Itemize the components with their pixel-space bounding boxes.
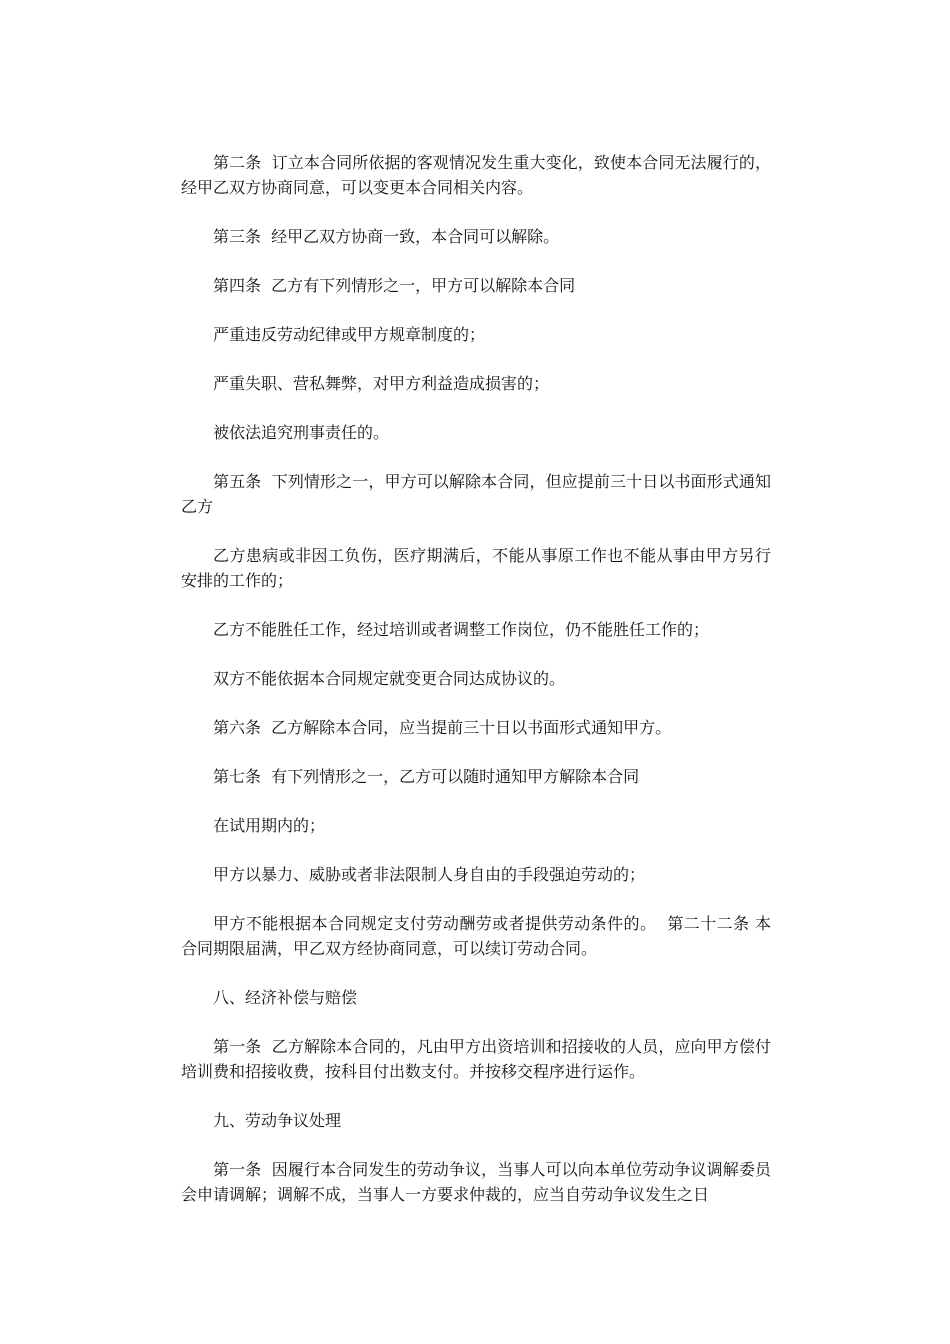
paragraph-article-7: 第七条 有下列情形之一，乙方可以随时通知甲方解除本合同 bbox=[213, 767, 640, 786]
paragraph-article-7-item-1: 在试用期内的； bbox=[213, 816, 326, 835]
paragraph-article-5: 第五条 下列情形之一，甲方可以解除本合同，但应提前三十日以书面形式通知乙方 bbox=[181, 472, 771, 516]
paragraph-article-4: 第四条 乙方有下列情形之一，甲方可以解除本合同 bbox=[213, 276, 576, 295]
document-body bbox=[181, 150, 771, 1231]
paragraph-article-6: 第六条 乙方解除本合同，应当提前三十日以书面形式通知甲方。 bbox=[213, 718, 672, 737]
section-heading-9: 九、劳动争议处理 bbox=[213, 1111, 342, 1130]
paragraph-article-5-item-3: 双方不能依据本合同规定就变更合同达成协议的。 bbox=[213, 669, 566, 688]
paragraph-section-9-article-1: 第一条 因履行本合同发生的劳动争议，当事人可以向本单位劳动争议调解委员会申请调解；调解不成，当事人一方要求仲裁的，应当自劳动争议发生之日 bbox=[181, 1160, 771, 1204]
paragraph-article-4-item-1: 严重违反劳动纪律或甲方规章制度的； bbox=[213, 325, 486, 344]
paragraph-article-5-item-1: 乙方患病或非因工负伤，医疗期满后，不能从事原工作也不能从事由甲方另行安排的工作的； bbox=[181, 546, 771, 590]
paragraph-article-4-item-2: 严重失职、营私舞弊，对甲方利益造成损害的； bbox=[213, 374, 550, 393]
paragraph-article-2: 第二条 订立本合同所依据的客观情况发生重大变化，致使本合同无法履行的，经甲乙双方协商同意，可以变更本合同相关内容。 bbox=[181, 153, 771, 197]
paragraph-article-4-item-3: 被依法追究刑事责任的。 bbox=[213, 423, 390, 442]
paragraph-article-7-item-3: 甲方不能根据本合同规定支付劳动酬劳或者提供劳动条件的。 第二十二条 本合同期限届满，甲乙双方经协商同意，可以续订劳动合同。 bbox=[181, 914, 771, 958]
paragraph-article-5-item-2: 乙方不能胜任工作，经过培训或者调整工作岗位，仍不能胜任工作的； bbox=[213, 620, 710, 639]
paragraph-article-7-item-2: 甲方以暴力、威胁或者非法限制人身自由的手段强迫劳动的； bbox=[213, 865, 646, 884]
paragraph-article-3: 第三条 经甲乙双方协商一致，本合同可以解除。 bbox=[213, 227, 560, 246]
paragraph-section-8-article-1: 第一条 乙方解除本合同的，凡由甲方出资培训和招接收的人员，应向甲方偿付培训费和招接收费，按科目付出数支付。并按移交程序进行运作。 bbox=[181, 1037, 771, 1081]
section-heading-8: 八、经济补偿与赔偿 bbox=[213, 988, 358, 1007]
